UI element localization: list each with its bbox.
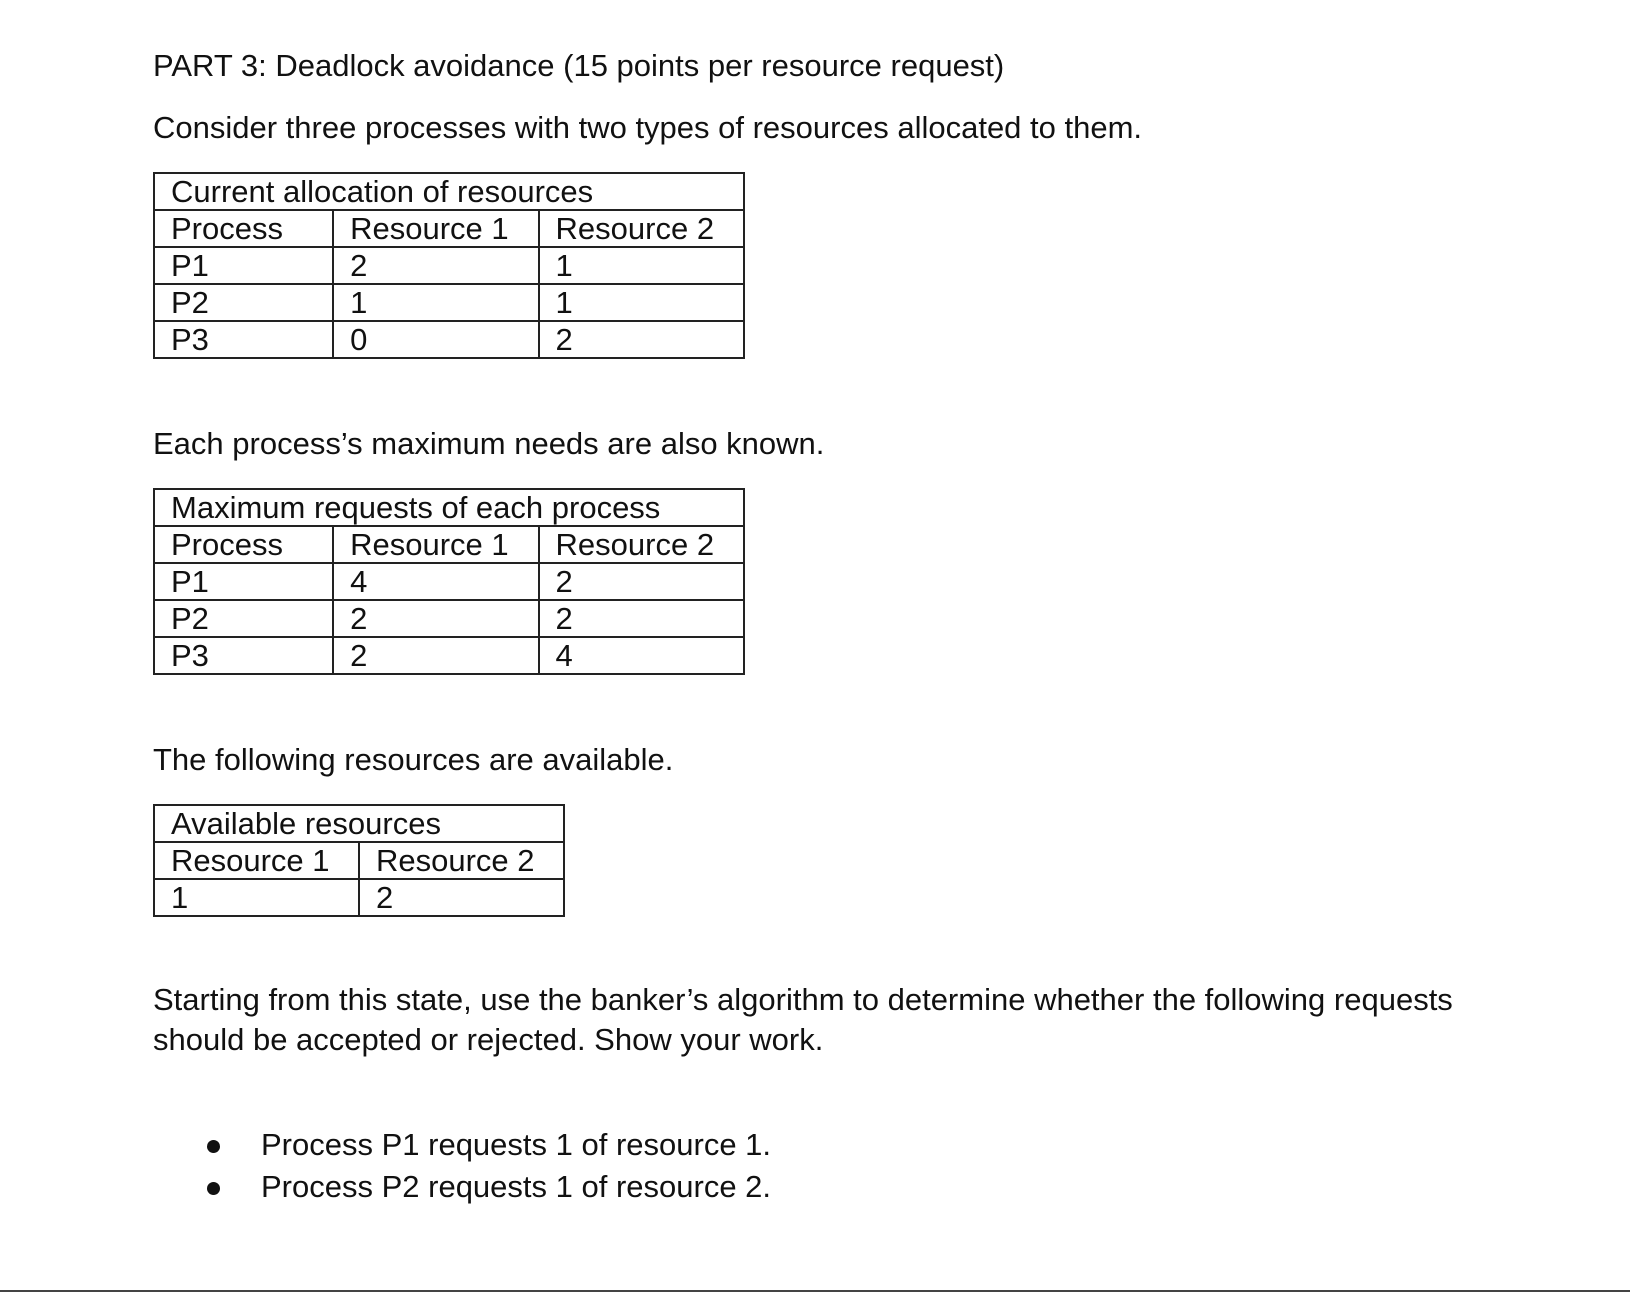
- header-resource-2: Resource 2: [539, 526, 744, 563]
- avail-intro-text: The following resources are available.: [153, 742, 674, 777]
- cell-resource-2: 2: [539, 563, 744, 600]
- cell-resource-2: 2: [359, 879, 564, 916]
- cell-resource-1: 2: [333, 247, 538, 284]
- table-title-row: [154, 173, 744, 210]
- request-text: Process P1 requests 1 of resource 1.: [261, 1127, 772, 1162]
- cell-resource-1: 4: [333, 563, 538, 600]
- instructions-line-2: should be accepted or rejected. Show your work.: [153, 1022, 824, 1057]
- list-item: [153, 1124, 771, 1166]
- table-title-row: [154, 489, 744, 526]
- page-bottom-rule: [0, 1290, 1630, 1292]
- cell-process: P1: [154, 247, 333, 284]
- bullet-icon: [207, 1182, 220, 1195]
- maximum-title: Maximum requests of each process: [154, 489, 744, 526]
- cell-resource-2: 4: [539, 637, 744, 674]
- table-row: [154, 247, 744, 284]
- cell-process: P3: [154, 321, 333, 358]
- table-row: [154, 284, 744, 321]
- header-resource-1: Resource 1: [333, 526, 538, 563]
- table-row: [154, 563, 744, 600]
- cell-resource-2: 1: [539, 247, 744, 284]
- cell-process: P3: [154, 637, 333, 674]
- cell-resource-2: 1: [539, 284, 744, 321]
- part-heading: PART 3: Deadlock avoidance (15 points per resource request): [153, 48, 1005, 83]
- table-row: [154, 879, 564, 916]
- max-intro-text: Each process’s maximum needs are also known.: [153, 426, 825, 461]
- bullet-icon: [207, 1140, 220, 1153]
- cell-process: P1: [154, 563, 333, 600]
- table-header-row: [154, 210, 744, 247]
- header-resource-1: Resource 1: [154, 842, 359, 879]
- allocation-table: [153, 172, 745, 359]
- header-process: Process: [154, 526, 333, 563]
- cell-resource-1: 1: [333, 284, 538, 321]
- header-resource-2: Resource 2: [359, 842, 564, 879]
- cell-process: P2: [154, 600, 333, 637]
- cell-resource-2: 2: [539, 600, 744, 637]
- instructions-line-1: Starting from this state, use the banker’s algorithm to determine whether the following requests: [153, 982, 1453, 1017]
- requests-list: [153, 1124, 771, 1208]
- intro-text: Consider three processes with two types of resources allocated to them.: [153, 110, 1143, 145]
- header-resource-1: Resource 1: [333, 210, 538, 247]
- cell-resource-2: 2: [539, 321, 744, 358]
- cell-resource-1: 2: [333, 600, 538, 637]
- header-process: Process: [154, 210, 333, 247]
- table-header-row: [154, 526, 744, 563]
- available-table: [153, 804, 565, 917]
- cell-resource-1: 1: [154, 879, 359, 916]
- request-text: Process P2 requests 1 of resource 2.: [261, 1169, 772, 1204]
- table-row: [154, 600, 744, 637]
- list-item: [153, 1166, 771, 1208]
- table-row: [154, 637, 744, 674]
- cell-resource-1: 0: [333, 321, 538, 358]
- cell-process: P2: [154, 284, 333, 321]
- allocation-title: Current allocation of resources: [154, 173, 744, 210]
- table-title-row: [154, 805, 564, 842]
- available-title: Available resources: [154, 805, 564, 842]
- cell-resource-1: 2: [333, 637, 538, 674]
- table-row: [154, 321, 744, 358]
- table-header-row: [154, 842, 564, 879]
- maximum-table: [153, 488, 745, 675]
- header-resource-2: Resource 2: [539, 210, 744, 247]
